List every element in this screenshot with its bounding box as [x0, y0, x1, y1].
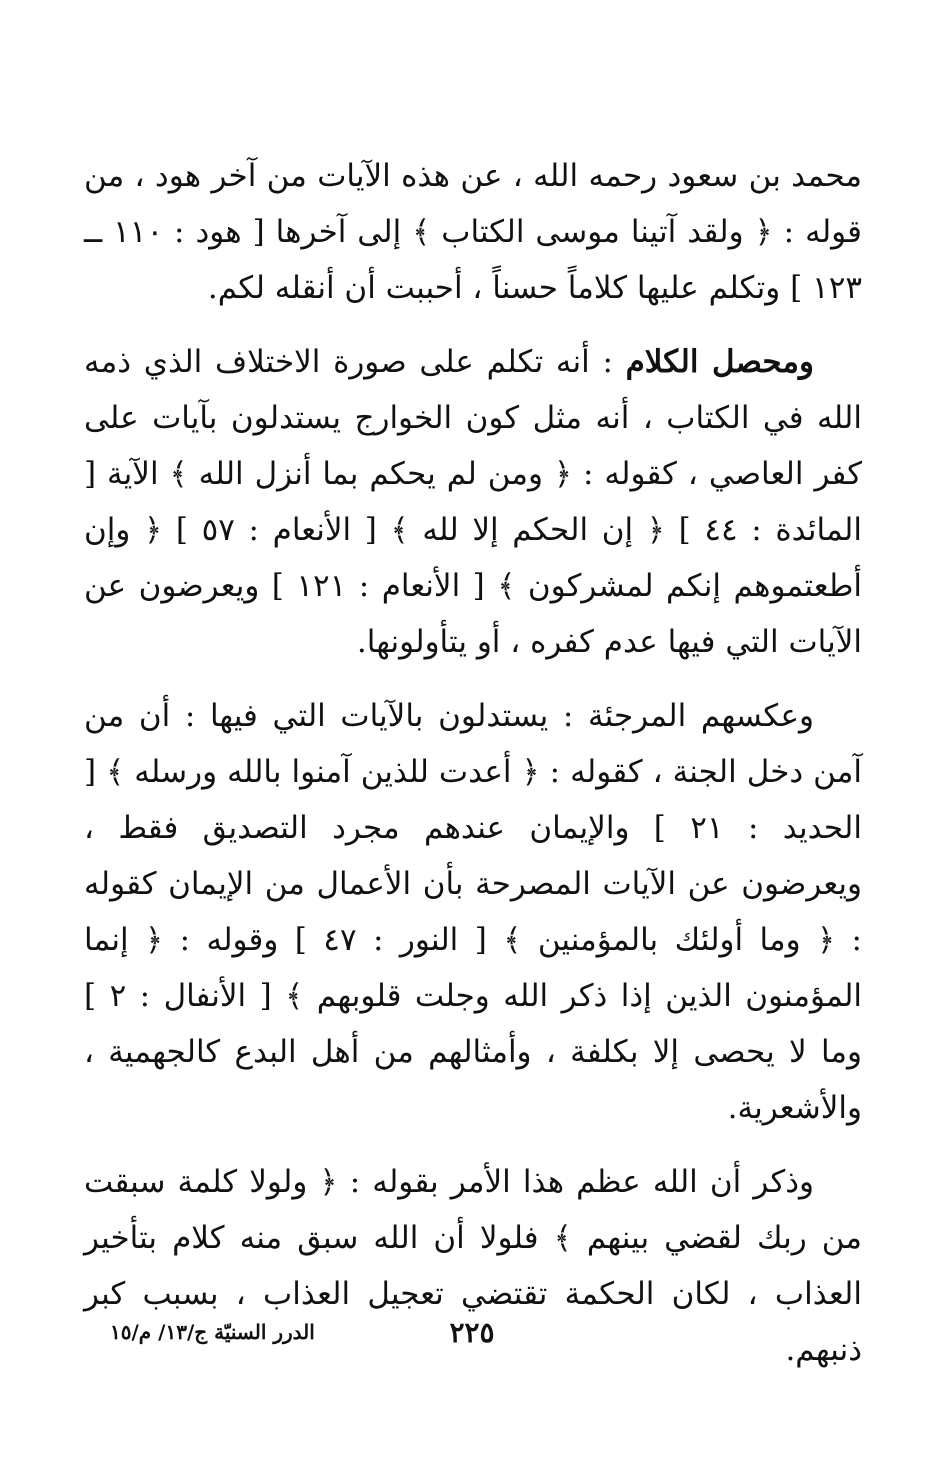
page-number: ٢٢٥ [449, 1316, 495, 1349]
paragraph-4-text: وذكر أن الله عظم هذا الأمر بقوله : ﴿ ولولا كلمة سبقت من ربك لقضي بينهم ﴾ فلولا أن الله سبق منه كلام بتأخير العذاب ، لكان الحكمة تقتضي تعجيل العذاب ، بسبب كبر ذنبهم. [84, 1164, 862, 1368]
printer-signature: الدرر السنيّة ج/١٣/ م/١٥ [110, 1320, 315, 1344]
paragraph-3-text: وعكسهم المرجئة : يستدلون بالآيات التي فيها : أن من آمن دخل الجنة ، كقوله : ﴿ أعدت للذين آمنوا بالله ورسله ﴾ [ الحديد : ٢١ ] والإيمان عندهم مجرد التصديق فقط ، ويعرضون عن الآيات المصرحة بأن الأعمال من الإيمان كقوله : ﴿ وما أولئك بالمؤمنين ﴾ [ النور : ٤٧ ] وقوله : ﴿ إنما المؤمنون الذين إذا ذكر الله وجلت قلوبهم ﴾ [ الأنفال : ٢ ] وما لا يحصى إلا بكلفة ، وأمثالهم من أهل البدع كالجهمية ، والأشعرية. [84, 698, 863, 1126]
body-text [84, 148, 862, 1396]
paragraph-2-text: : أنه تكلم على صورة الاختلاف الذي ذمه الله في الكتاب ، أنه مثل كون الخوارج يستدلون بآيات على كفر العاصي ، كقوله : ﴿ ومن لم يحكم بما أنزل الله ﴾ الآية [ المائدة : ٤٤ ] ﴿ إن الحكم إلا لله ﴾ [ الأنعام : ٥٧ ] ﴿ وإن أطعتموهم إنكم لمشركون ﴾ [ الأنعام : ١٢١ ] ويعرضون عن الآيات التي فيها عدم كفره ، أو يتأولونها. [84, 344, 862, 660]
paragraph-1 [84, 148, 862, 316]
paragraph-1-text: محمد بن سعود رحمه الله ، عن هذه الآيات من آخر هود ، من قوله : ﴿ ولقد آتينا موسى الكتاب ﴾ إلى آخرها [ هود : ١١٠ ــ ١٢٣ ] وتكلم عليها كلاماً حسناً ، أحببت أن أنقله لكم. [84, 158, 862, 306]
paragraph-2-lead: ومحصل الكلام [625, 344, 814, 380]
paragraph-3 [84, 688, 862, 1136]
page-footer [0, 1316, 944, 1356]
paragraph-2 [84, 334, 862, 670]
